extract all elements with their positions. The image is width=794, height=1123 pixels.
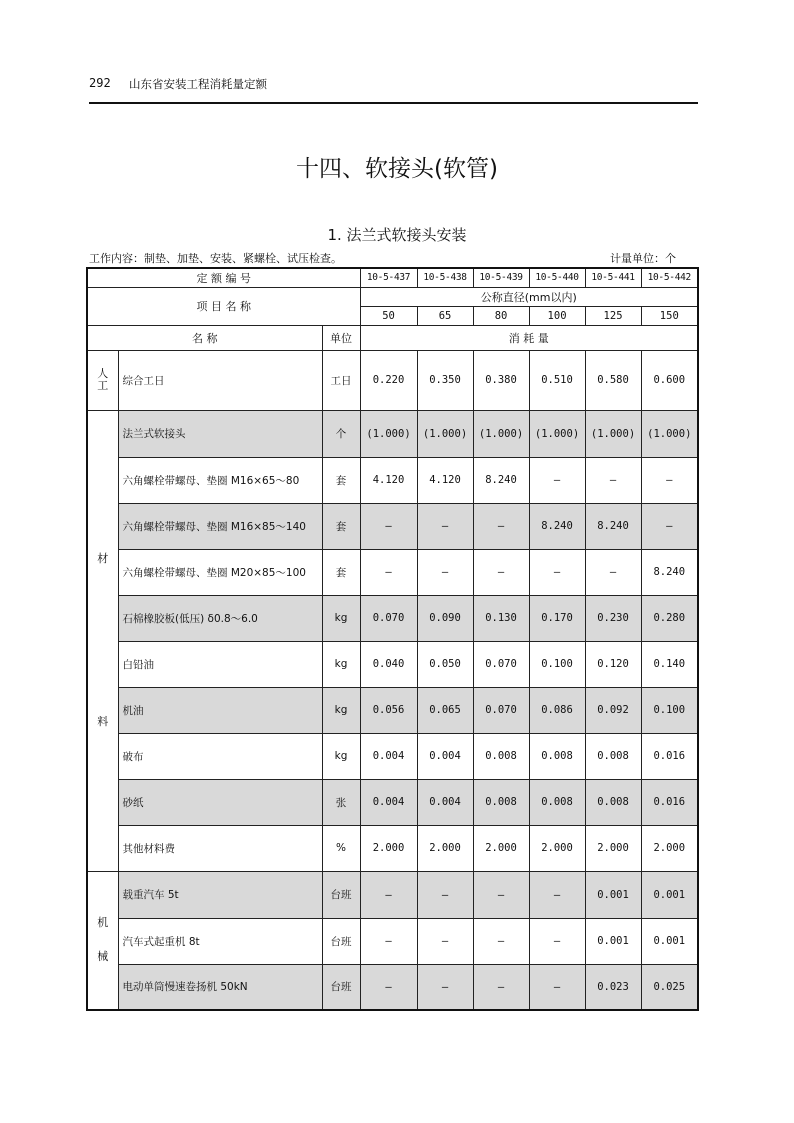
table-row: [87, 825, 698, 871]
diameter-value: 125: [585, 306, 641, 325]
quota-code-row: [87, 268, 698, 287]
consumption-value: 0.100: [529, 641, 585, 687]
quota-table: [86, 267, 699, 1011]
consumption-value: 0.008: [529, 779, 585, 825]
table-row: [87, 595, 698, 641]
consumption-value: 0.004: [360, 779, 417, 825]
item-name: 载重汽车 5t: [118, 871, 322, 918]
table-row: [87, 503, 698, 549]
table-row: [87, 457, 698, 503]
consumption-value: 8.240: [529, 503, 585, 549]
consumption-value: 0.001: [641, 918, 698, 964]
consumption-value: —: [417, 918, 473, 964]
diameter-value: 150: [641, 306, 698, 325]
item-name: 六角螺栓带螺母、垫圈 M16×65～80: [118, 457, 322, 503]
consumption-value: 0.023: [585, 964, 641, 1010]
page-number: 292: [89, 76, 111, 90]
consumption-value: 0.140: [641, 641, 698, 687]
item-name: 汽车式起重机 8t: [118, 918, 322, 964]
item-unit: 套: [322, 457, 360, 503]
diameter-value: 100: [529, 306, 585, 325]
consumption-value: 0.580: [585, 350, 641, 410]
consumption-value: —: [360, 871, 417, 918]
book-title: 山东省安装工程消耗量定额: [129, 77, 267, 91]
consumption-value: 0.510: [529, 350, 585, 410]
consumption-value: —: [473, 503, 529, 549]
item-name: 白铅油: [118, 641, 322, 687]
consumption-value: 0.230: [585, 595, 641, 641]
category-char: 工: [97, 379, 109, 392]
consumption-value: 0.008: [473, 779, 529, 825]
consumption-value: 8.240: [585, 503, 641, 549]
quota-code-label: 定 额 编 号: [87, 268, 360, 287]
quota-code: 10-5-440: [529, 268, 585, 287]
consumption-value: 0.220: [360, 350, 417, 410]
consumption-value: 0.100: [641, 687, 698, 733]
item-name: 综合工日: [118, 350, 322, 410]
table-row: [87, 549, 698, 595]
item-name: 六角螺栓带螺母、垫圈 M16×85～140: [118, 503, 322, 549]
unit-label: 单位: [322, 325, 360, 350]
consumption-value: 0.065: [417, 687, 473, 733]
consumption-value: 0.001: [641, 871, 698, 918]
consumption-value: (1.000): [641, 410, 698, 457]
table-row: [87, 964, 698, 1010]
consumption-value: 2.000: [360, 825, 417, 871]
consumption-value: 0.008: [585, 779, 641, 825]
consumption-value: 0.040: [360, 641, 417, 687]
consumption-value: 0.025: [641, 964, 698, 1010]
item-name: 电动单筒慢速卷扬机 50kN: [118, 964, 322, 1010]
consumption-value: —: [417, 871, 473, 918]
consumption-value: 0.170: [529, 595, 585, 641]
consumption-value: 0.090: [417, 595, 473, 641]
item-unit: 台班: [322, 918, 360, 964]
consumption-value: 0.050: [417, 641, 473, 687]
table-row: [87, 641, 698, 687]
consumption-value: 0.070: [473, 641, 529, 687]
table-row: [87, 410, 698, 457]
work-content: 工作内容：制垫、加垫、安装、紧螺栓、试压检查。: [89, 252, 342, 265]
consumption-value: 0.380: [473, 350, 529, 410]
consumption-value: 0.350: [417, 350, 473, 410]
unit-note: 计量单位：个: [610, 252, 676, 265]
item-unit: 套: [322, 549, 360, 595]
consumption-value: —: [529, 964, 585, 1010]
consumption-value: 4.120: [360, 457, 417, 503]
item-name: 机油: [118, 687, 322, 733]
category-char: 料: [97, 714, 109, 728]
item-unit: %: [322, 825, 360, 871]
consumption-value: —: [473, 549, 529, 595]
category-char: 机: [97, 916, 109, 930]
consumption-value: 0.086: [529, 687, 585, 733]
table-row: [87, 918, 698, 964]
consumption-value: 2.000: [529, 825, 585, 871]
section-title: 1. 法兰式软接头安装: [327, 226, 467, 244]
consumption-value: —: [417, 503, 473, 549]
diameter-value: 80: [473, 306, 529, 325]
item-unit: kg: [322, 733, 360, 779]
item-name: 其他材料费: [118, 825, 322, 871]
consumption-value: 0.008: [585, 733, 641, 779]
consumption-value: 0.016: [641, 733, 698, 779]
consumption-value: 8.240: [641, 549, 698, 595]
consumption-value: 0.001: [585, 871, 641, 918]
consumption-value: 0.004: [360, 733, 417, 779]
consumption-value: 0.008: [529, 733, 585, 779]
consumption-value: 0.070: [360, 595, 417, 641]
consumption-value: 2.000: [585, 825, 641, 871]
consumption-value: —: [360, 964, 417, 1010]
consumption-label: 消 耗 量: [360, 325, 698, 350]
consumption-value: —: [473, 918, 529, 964]
item-unit: 台班: [322, 871, 360, 918]
item-name: 破布: [118, 733, 322, 779]
consumption-value: 8.240: [473, 457, 529, 503]
item-unit: kg: [322, 641, 360, 687]
category-machine: [87, 871, 118, 1010]
quota-code: 10-5-442: [641, 268, 698, 287]
consumption-value: 0.120: [585, 641, 641, 687]
consumption-value: 0.130: [473, 595, 529, 641]
consumption-value: 0.016: [641, 779, 698, 825]
table-row: [87, 687, 698, 733]
consumption-value: 2.000: [641, 825, 698, 871]
consumption-value: —: [417, 964, 473, 1010]
category-char: 人: [97, 366, 109, 380]
consumption-value: —: [529, 918, 585, 964]
category-char: 材: [97, 552, 109, 566]
quota-code: 10-5-439: [473, 268, 529, 287]
item-name: 石棉橡胶板(低压) δ0.8～6.0: [118, 595, 322, 641]
consumption-value: —: [585, 549, 641, 595]
column-header-row: [87, 325, 698, 350]
consumption-value: (1.000): [529, 410, 585, 457]
consumption-value: —: [360, 549, 417, 595]
consumption-value: 0.004: [417, 733, 473, 779]
item-unit: 套: [322, 503, 360, 549]
consumption-value: 2.000: [473, 825, 529, 871]
consumption-value: 0.092: [585, 687, 641, 733]
item-name: 六角螺栓带螺母、垫圈 M20×85～100: [118, 549, 322, 595]
item-unit: 张: [322, 779, 360, 825]
diameter-label: 公称直径(mm以内): [360, 287, 698, 306]
item-unit: kg: [322, 595, 360, 641]
item-name-label: 项 目 名 称: [87, 287, 360, 325]
item-unit: 个: [322, 410, 360, 457]
consumption-value: 0.008: [473, 733, 529, 779]
consumption-value: —: [529, 549, 585, 595]
name-label: 名 称: [87, 325, 322, 350]
item-unit: 台班: [322, 964, 360, 1010]
table-row: [87, 733, 698, 779]
consumption-value: 0.070: [473, 687, 529, 733]
quota-code: 10-5-437: [360, 268, 417, 287]
consumption-value: 0.280: [641, 595, 698, 641]
consumption-value: —: [641, 503, 698, 549]
quota-code: 10-5-441: [585, 268, 641, 287]
consumption-value: (1.000): [417, 410, 473, 457]
category-labor: [87, 350, 118, 410]
consumption-value: (1.000): [473, 410, 529, 457]
consumption-value: 0.001: [585, 918, 641, 964]
consumption-value: 0.600: [641, 350, 698, 410]
item-unit: kg: [322, 687, 360, 733]
consumption-value: —: [473, 964, 529, 1010]
chapter-title: 十四、软接头(软管): [296, 156, 498, 182]
category-char: 械: [97, 950, 109, 964]
item-name: 法兰式软接头: [118, 410, 322, 457]
consumption-value: —: [417, 549, 473, 595]
consumption-value: —: [360, 503, 417, 549]
consumption-value: —: [529, 457, 585, 503]
consumption-value: —: [473, 871, 529, 918]
category-material: [87, 410, 118, 871]
item-name: 砂纸: [118, 779, 322, 825]
diameter-header-row: [87, 287, 698, 306]
table-row: [87, 871, 698, 918]
consumption-value: —: [585, 457, 641, 503]
diameter-value: 50: [360, 306, 417, 325]
consumption-value: 0.004: [417, 779, 473, 825]
table-row: [87, 350, 698, 410]
consumption-value: —: [529, 871, 585, 918]
item-unit: 工日: [322, 350, 360, 410]
page-header: [89, 74, 698, 104]
consumption-value: —: [641, 457, 698, 503]
consumption-value: (1.000): [585, 410, 641, 457]
consumption-value: 4.120: [417, 457, 473, 503]
consumption-value: (1.000): [360, 410, 417, 457]
consumption-value: 2.000: [417, 825, 473, 871]
diameter-value: 65: [417, 306, 473, 325]
table-row: [87, 779, 698, 825]
consumption-value: —: [360, 918, 417, 964]
quota-code: 10-5-438: [417, 268, 473, 287]
consumption-value: 0.056: [360, 687, 417, 733]
